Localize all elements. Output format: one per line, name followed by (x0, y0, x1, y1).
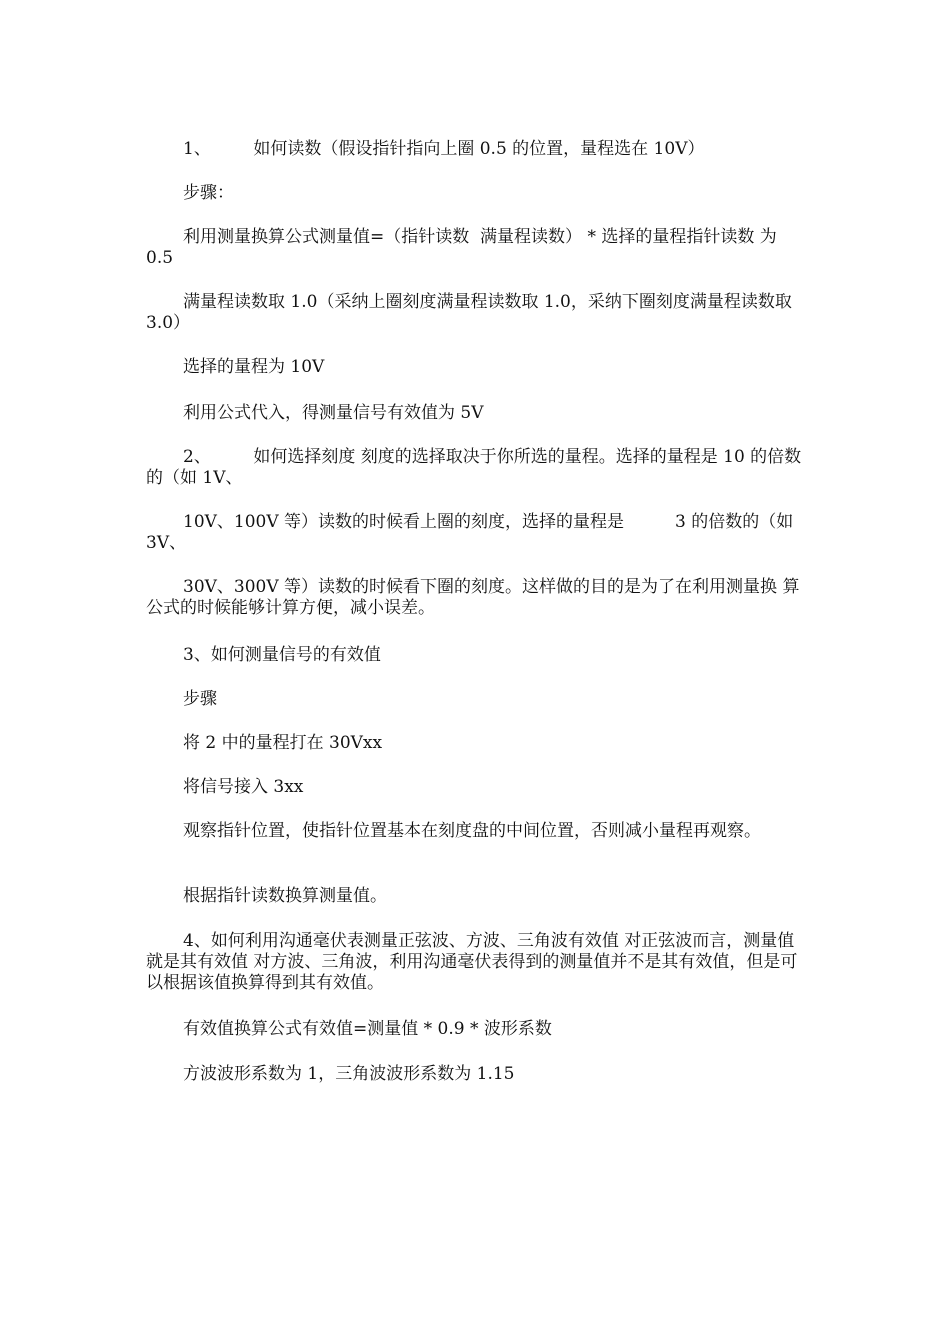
paragraph-formula: 利用测量换算公式测量值=（指针读数 满量程读数） * 选择的量程指针读数 为 0.5 (146, 227, 783, 268)
paragraph-upper-scale: 10V、100V 等）读数的时候看上圈的刻度，选择的量程是 3 的倍数的（如 3V、 (146, 512, 799, 553)
paragraph-connect-signal: 将信号接入 3xx (183, 777, 304, 797)
paragraph-set-range: 将 2 中的量程打在 30Vxx (183, 733, 383, 753)
paragraph-steps-heading-2: 步骤 (183, 689, 217, 709)
paragraph-lower-scale: 30V、300V 等）读数的时候看下圈的刻度。这样做的目的是为了在利用测量换 算公式的时候能够计算方便，减小误差。 (146, 577, 800, 618)
paragraph-measure-effective-value: 3、如何测量信号的有效值 (183, 645, 381, 665)
paragraph-conversion-formula: 有效值换算公式有效值=测量值 * 0.9 * 波形系数 (183, 1019, 552, 1039)
paragraph-range-selected: 选择的量程为 10V (183, 357, 325, 377)
paragraph-convert-reading: 根据指针读数换算测量值。 (183, 886, 387, 906)
paragraph-how-to-read: 1、 如何读数（假设指针指向上圈 0.5 的位置，量程选在 10V） (183, 139, 705, 159)
paragraph-full-scale: 满量程读数取 1.0（采纳上圈刻度满量程读数取 1.0，采纳下圈刻度满量程读数取 3.0） (146, 292, 798, 333)
paragraph-result: 利用公式代入，得测量信号有效值为 5V (183, 403, 484, 423)
paragraph-observe-pointer: 观察指针位置，使指针位置基本在刻度盘的中间位置，否则减小量程再观察。 (183, 821, 761, 841)
paragraph-how-to-choose-scale: 2、 如何选择刻度 刻度的选择取决于你所选的量程。选择的量程是 10 的倍数的（如 1V、 (146, 447, 802, 488)
paragraph-steps-heading: 步骤： (183, 183, 234, 203)
paragraph-waveforms: 4、如何利用沟通毫伏表测量正弦波、方波、三角波有效值 对正弦波而言，测量值就是其有效值 对方波、三角波，利用沟通毫伏表得到的测量值并不是其有效值，但是可 以根据该值换算得到其有效值。 (146, 931, 803, 993)
paragraph-waveform-factors: 方波波形系数为 1，三角波波形系数为 1.15 (183, 1064, 515, 1084)
